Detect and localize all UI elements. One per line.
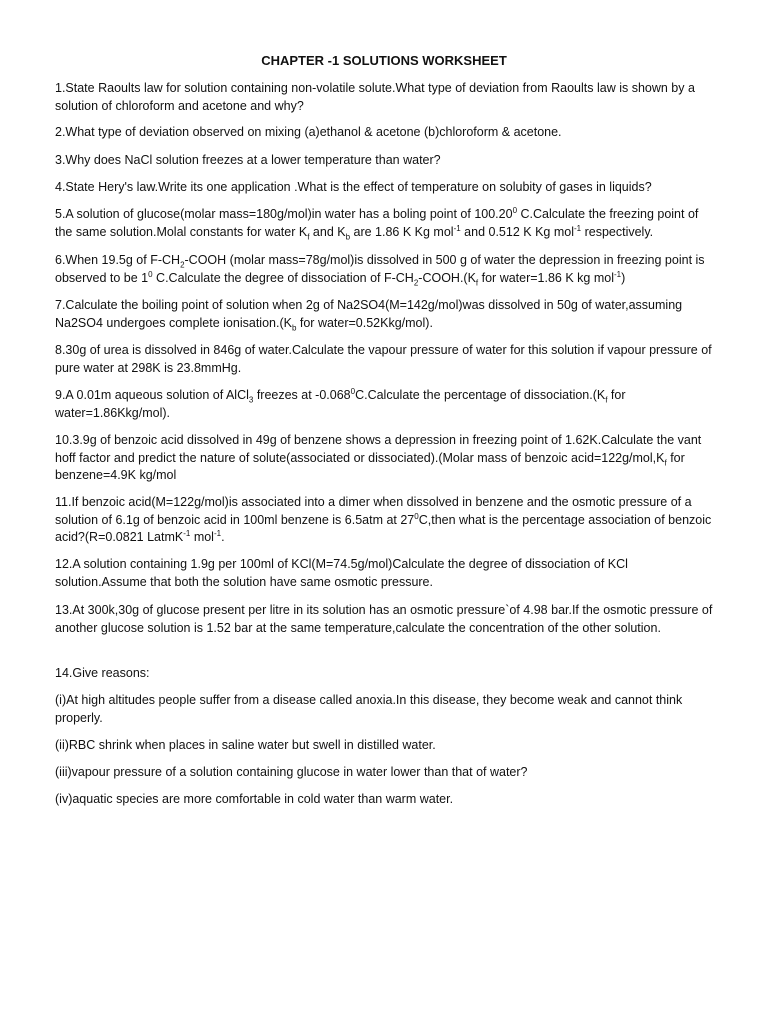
page-title: CHAPTER -1 SOLUTIONS WORKSHEET: [261, 53, 507, 68]
question-2: 2.What type of deviation observed on mixing (a)ethanol & acetone (b)chloroform & acetone.: [55, 125, 562, 139]
reason-ii: (ii)RBC shrink when places in saline water but swell in distilled water.: [55, 738, 436, 752]
question-12: 12.A solution containing 1.9g per 100ml of KCl(M=74.5g/mol)Calculate the degree of dissociation of KCl solution.Assume that both the solution have same osmotic pressure.: [55, 557, 628, 589]
question-14: 14.Give reasons:: [55, 666, 150, 680]
question-11: 11.If benzoic acid(M=122g/mol)is associated into a dimer when dissolved in benzene and the osmotic pressure of a solution of 6.1g of benzoic acid in 100ml benzene is 6.5atm at $27^0C,then$ what is the percentage association of benzoic acid?(R=0.0821 LatmK$^{-1}$ mol$^{-1}$.: [55, 495, 712, 544]
question-3: 3.Why does NaCl solution freezes at a lower temperature than water?: [55, 153, 441, 167]
question-10: 10.3.9g of benzoic acid dissolved in 49g of benzene shows a depression in freezing point of 1.62K.Calculate the vant hoff factor and predict the nature of solute(associated or dissociated).(Molar mass of benzoic $acid=122g/mol,K_f$ for benzene=4.9K kg/mol: [55, 433, 702, 482]
question-4: 4.State Hery's law.Write its one application .What is the effect of temperature on solubity of gases in liquids?: [55, 180, 652, 194]
question-8: 8.30g of urea is dissolved in 846g of water.Calculate the vapour pressure of water for this solution if vapour pressure of pure water at 298K is 23.8mmHg.: [55, 343, 712, 375]
reason-i: (i)At high altitudes people suffer from a disease called anoxia.In this disease, they become weak and cannot think properly.: [55, 693, 683, 725]
reason-iv: (iv)aquatic species are more comfortable in cold water than warm water.: [55, 792, 454, 806]
reason-iii: (iii)vapour pressure of a solution containing glucose in water lower than that of water?: [55, 765, 528, 779]
question-6: 6.When 19.5g of $F-CH_2$-COOH (molar mass=78g/mol)is dissolved in 500 g of water the depression in freezing point is observed to be $1^0$ C.Calculate the degree of dissociation of $F-CH_2-COOH.(K_f$ for water=1.86 K kg mol$^{-1}$): [55, 253, 705, 287]
question-7: 7.Calculate the boiling point of solution when 2g of Na2SO4(M=142g/mol)was dissolved in 50g of water,assuming Na2SO4 undergoes complete $ionisation.(K_b$ for water=0.52Kkg/mol).: [55, 298, 683, 332]
question-1: 1.State Raoults law for solution containing non-volatile solute.What type of deviation from Raoults law is shown by a solution of chloroform and acetone and why?: [55, 81, 695, 113]
question-13: 13.At 300k,30g of glucose present per litre in its solution has an osmotic pressure`of 4.98 bar.If the osmotic pressure of another glucose solution is 1.52 bar at the same temperature,calculate the concentration of the other solution.: [55, 603, 713, 635]
question-9: 9.A 0.01m aqueous solution of AlCl$_3$ freezes at -0.068$^0$C.Calculate the percentage of $dissociation.(K_f$ for water=1.86Kkg/mol).: [55, 386, 626, 420]
question-5: 5.A solution of glucose(molar mass=180g/mol)in water has a boling point of 100.20$^0$ C.Calculate the freezing point of the same solution.Molal constants for water $K_f$ and $K_b$ are 1.86 K Kg mol$^{-1}$ and 0.512 K Kg mol$^{-1}$ respectively.: [55, 205, 699, 241]
